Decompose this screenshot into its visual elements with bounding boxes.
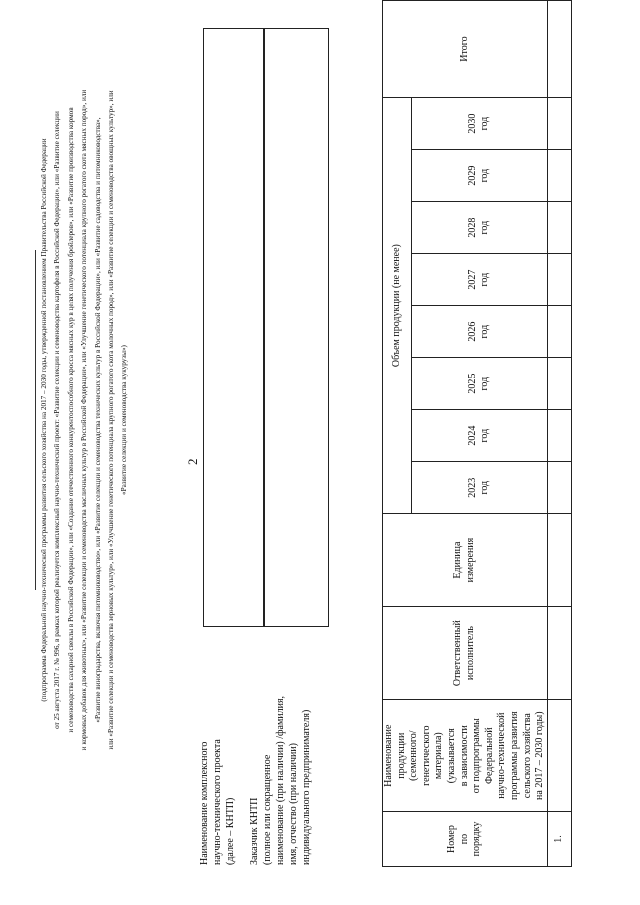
- header-year: 2027 год: [411, 254, 547, 306]
- footnote-line: или «Развитие селекции и семеноводства зерновых культур», или «Улучшение генетического потенциала крупного рогатого скота молочных пород», или «Развитие селекции и семеноводства овощных культур», или: [107, 90, 116, 750]
- cell-year-value[interactable]: [547, 306, 571, 358]
- footnote-line: «Развитие виноградарства, включая питомниководство», или «Развитие селекции и семеноводства технических культур в Российской Федерации», или «Развитие садоводства и питомниководства»,: [93, 117, 102, 723]
- header-year: 2024 год: [411, 410, 547, 462]
- header-year: 2023 год: [411, 462, 547, 514]
- header-volume: Объем продукции (не менее): [383, 98, 412, 514]
- production-volume-table: [382, 0, 572, 867]
- cell-year-value[interactable]: [547, 410, 571, 462]
- cell-year-value[interactable]: [547, 98, 571, 150]
- customer-label: Заказчик КНТП (полное или сокращенное наименование (при наличии) /фамилия, имя, отчество (при наличии) индивидуального предпринимателя): [249, 695, 312, 865]
- footnote-line: от 25 августа 2017 г. № 996, в рамках которой реализуется комплексный научно-технический проект: «Развитие селекции и семеноводства картофеля в Российской Федерации», или «Развитие селекции: [53, 111, 62, 729]
- header-year: 2026 год: [411, 306, 547, 358]
- cell-product[interactable]: [547, 700, 571, 812]
- footnote-rule: [35, 250, 36, 590]
- footnote-line: «Развитие селекции и семеноводства кукурузы»): [120, 345, 129, 495]
- header-executor: Ответственный исполнитель: [383, 606, 548, 699]
- footnote-line: (подпрограмма Федеральной научно-технической программы развития сельского хозяйства на 2017 – 2030 годы, утвержденной постановлением Правительства Российской Федерации: [40, 138, 48, 702]
- header-product: Наименование продукции (семенного/генетического материала) (указывается в зависимости от подпрограммы Федеральной научно-технической программы развития сельского хозяйства на 2017 – 2030 годы): [383, 700, 548, 812]
- page-number: 2: [185, 458, 200, 465]
- header-year: 2028 год: [411, 202, 547, 254]
- row-number: 1.: [547, 812, 571, 867]
- footnote-line: и семеноводства сахарной свеклы в Российской Федерации», или «Создание отечественного конкурентоспособного кросса мясных кур в целях получения бройлеров», или «Развитие производства кормов: [66, 107, 75, 733]
- cell-unit[interactable]: [547, 514, 571, 607]
- header-year: 2029 год: [411, 150, 547, 202]
- cell-executor[interactable]: [547, 606, 571, 699]
- cell-year-value[interactable]: [547, 358, 571, 410]
- header-number: Номер по порядку: [383, 812, 548, 867]
- cell-year-value[interactable]: [547, 254, 571, 306]
- footnote: [35, 30, 132, 810]
- project-name-label: Наименование комплексного научно-технического проекта (далее – КНТП): [199, 739, 236, 865]
- cell-year-value[interactable]: [547, 202, 571, 254]
- header-year: 2030 год: [411, 98, 547, 150]
- cell-total[interactable]: [547, 1, 571, 98]
- footnote-line: и кормовых добавок для животных», или «Развитие селекции и семеноводства масличных культур в Российской Федерации», или «Улучшение генетического потенциала крупного рогатого скота мясных пород», или: [80, 89, 89, 751]
- header-unit: Единица измерения: [383, 514, 548, 607]
- header-total: Итого: [383, 1, 548, 98]
- cell-year-value[interactable]: [547, 462, 571, 514]
- customer-field[interactable]: [263, 28, 329, 627]
- cell-year-value[interactable]: [547, 150, 571, 202]
- header-year: 2025 год: [411, 358, 547, 410]
- project-name-field[interactable]: [203, 28, 265, 627]
- table-row: [547, 1, 571, 867]
